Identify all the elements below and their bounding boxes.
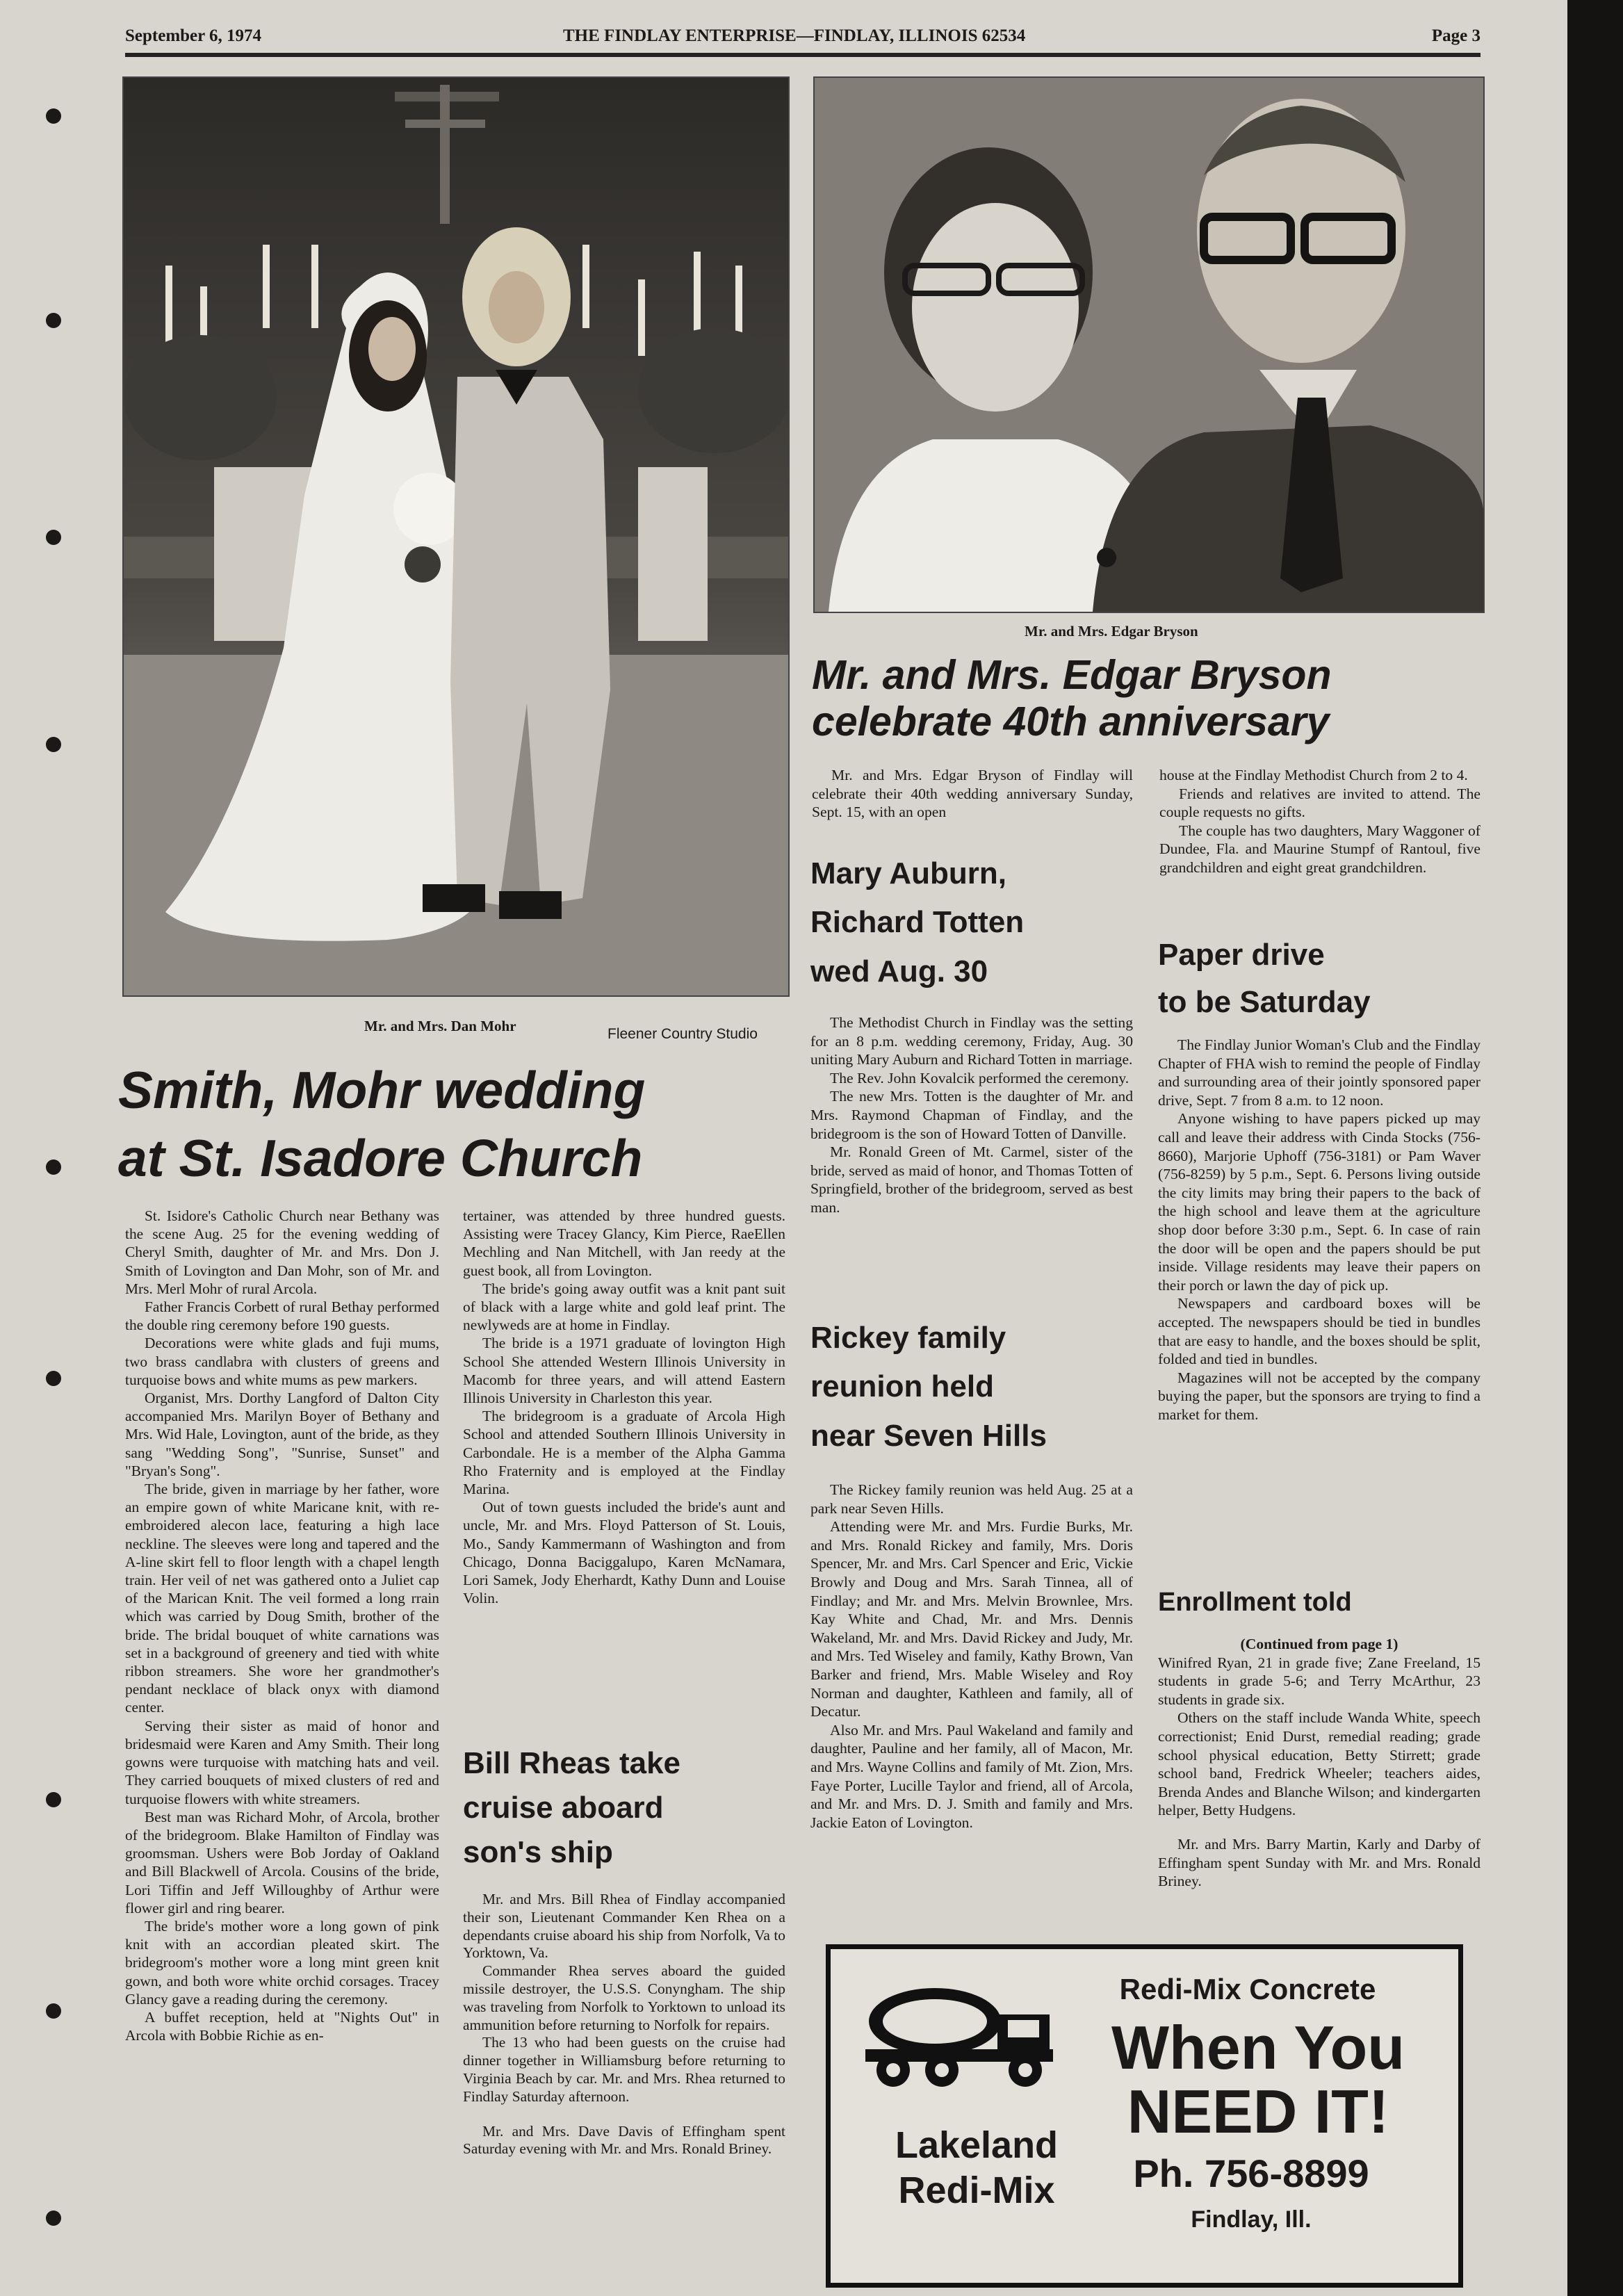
ad-title: Redi-Mix Concrete (1119, 1973, 1376, 2005)
smith-mohr-column-1 (125, 1207, 439, 2044)
paper-drive-paragraph: Magazines will not be accepted by the company buying the paper, but the sponsors are trying to find a market for them. (1158, 1369, 1481, 1423)
binder-hole (46, 2210, 61, 2226)
ad-company-line2: Redi-Mix (898, 2169, 1055, 2211)
auburn-paragraph: The Rev. John Kovalcik performed the ceremony. (830, 1069, 1129, 1086)
bryson-paragraph: house at the Findlay Methodist Church from 2 to 4. (1159, 767, 1468, 783)
bryson-paragraph: Friends and relatives are invited to attend. The couple requests no gifts. (1159, 785, 1481, 821)
redi-mix-advertisement (826, 1944, 1463, 2288)
ad-company-line1: Lakeland (895, 2124, 1059, 2166)
ad-slogan-line2: NEED IT! (1127, 2077, 1389, 2147)
wedding-photo-image (124, 78, 788, 995)
ad-slogan (1060, 2013, 1456, 2147)
auburn-headline (810, 849, 1024, 996)
masthead-paper-name: THE FINDLAY ENTERPRISE—FINDLAY, ILLINOIS 62534 (563, 26, 1026, 45)
smith-mohr-paragraph: tertainer, was attended by three hundred guests. Assisting were Tracey Glancy, Kim Pierce, RaeEllen Mechling and Nan Mitchell, with Jan reedy at the guest book, all from Lovington. (463, 1207, 785, 1279)
binder-hole (46, 108, 61, 124)
scan-edge (1567, 0, 1623, 2296)
rheas-note: Mr. and Mrs. Dave Davis of Effingham spent Saturday evening with Mr. and Mrs. Ronald Briney. (463, 2122, 785, 2158)
smith-mohr-paragraph: Best man was Richard Mohr, of Arcola, brother of the bridegroom. Blake Hamilton of Findlay was groomsman. Ushers were Bob Jorday of Oakland and Bill Blackwell of Arcola. Cousins of the bride, Lori Tiffin and Jeff Willoughby of Arthur were flower girl and ring bearer. (125, 1808, 439, 1916)
paper-drive-paragraph: Anyone wishing to have papers picked up may call and leave their address with Cinda Stocks (756-8660), Marjorie Uphoff (756-3181) or Pam Waver (756-8259) by 5 p.m., Sept. 6. Persons living outside the city limits may bring their papers to the back of the high school and leave them at the agriculture shop door before 3:30 p.m., Sept. 6. In case of rain the door will be open and the papers should be put inside. Village residents may leave their papers on their porch or lawn the day of pick up. (1158, 1110, 1481, 1294)
smith-mohr-paragraph: A buffet reception, held at "Nights Out" in Arcola with Bobbie Richie as en- (125, 2008, 439, 2044)
auburn-headline-line3: wed Aug. 30 (810, 954, 988, 988)
wedding-photo (122, 76, 790, 997)
bryson-photo (813, 76, 1485, 613)
bryson-photo-image (815, 78, 1483, 612)
rheas-headline-line2: cruise aboard (463, 1790, 664, 1825)
smith-mohr-paragraph: Decorations were white glads and fuji mums, two brass candlabra with clusters of greens and turquoise bows and white mums as pew markers. (125, 1335, 439, 1388)
binder-hole (46, 313, 61, 328)
smith-mohr-headline-line1: Smith, Mohr wedding (118, 1061, 646, 1119)
enrollment-paragraph: Winifred Ryan, 21 in grade five; Zane Freeland, 15 students in grade 5-6; and Terry McArthur, 23 students in grade six. (1158, 1654, 1481, 1708)
bryson-article-left (812, 766, 1133, 822)
smith-mohr-paragraph: Out of town guests included the bride's aunt and uncle, Mr. and Mrs. Floyd Patterson of St. Louis, Mo., Sandy Kammermann of Washington and from Chicago, Donna Baciggalupo, Karen McNamara, Lori Samek, Jody Eherhardt, Kathy Dunn and Louise Volin. (463, 1499, 785, 1607)
masthead-date: September 6, 1974 (125, 26, 262, 45)
masthead (125, 21, 1481, 57)
paper-drive-headline (1158, 931, 1371, 1026)
smith-mohr-paragraph: The bride, given in marriage by her father, wore an empire gown of white Maricane knit, with re-embroidered alecon lace, featuring a high lace neckline. The sleeves were long and tapered and the A-line skirt fell to floor length with a chapel length train. Her veil of net was gathered onto a Juliet cap of the Marican Knit. The veil formed a long rrain which was carried by Doug Smith, brother of the bride. The bridal bouquet of white carnations was set in a background of greenery and tied with white ribbon streamers. She wore her grandmother's pendant necklace of black onyx with diamond center. (125, 1481, 439, 1716)
binder-hole (46, 1159, 61, 1175)
paper-drive-article (1158, 1036, 1481, 1424)
ad-city: Findlay, Ill. (1191, 2206, 1312, 2233)
rheas-headline-line1: Bill Rheas take (463, 1746, 681, 1780)
auburn-article (810, 1013, 1133, 1217)
paper-drive-paragraph: The Findlay Junior Woman's Club and the Findlay Chapter of FHA wish to remind the people of Findlay and surrounding area of their jointly sponsored paper drive, Sept. 7 from 8 a.m. to 12 noon. (1158, 1036, 1481, 1109)
binder-hole (46, 1792, 61, 1807)
rheas-article (463, 1891, 785, 2158)
bryson-headline (812, 652, 1332, 744)
bryson-article-right (1159, 766, 1481, 877)
smith-mohr-paragraph: Serving their sister as maid of honor and bridesmaid were Karen and Amy Smith. Their long gowns were turquoise with matching hats and veil. They carried bouquets of mixed clusters of red and turquoise flowers with white streamers. (125, 1717, 439, 1807)
rickey-headline (810, 1314, 1047, 1460)
enrollment-note: Mr. and Mrs. Barry Martin, Karly and Darby of Effingham spent Sunday with Mr. and Mrs. Ronald Briney. (1158, 1835, 1481, 1890)
masthead-page-number: Page 3 (1431, 26, 1481, 45)
auburn-headline-line1: Mary Auburn, (810, 856, 1006, 890)
binder-hole (46, 737, 61, 752)
auburn-headline-line2: Richard Totten (810, 905, 1025, 940)
ad-phone: Ph. 756-8899 (1133, 2151, 1369, 2195)
smith-mohr-paragraph: Father Francis Corbett of rural Bethay performed the double ring ceremony before 190 guests. (125, 1298, 439, 1334)
rickey-paragraph: The Rickey family reunion was held Aug. 25 at a park near Seven Hills. (810, 1481, 1133, 1517)
binder-hole (46, 1371, 61, 1386)
smith-mohr-headline-line2: at St. Isadore Church (118, 1128, 643, 1187)
rheas-paragraph: The 13 who had been guests on the cruise had dinner together in Williamsburg before returning to Virginia Beach by car. Mr. and Mrs. Rhea returned to Findlay Saturday afternoon. (463, 2034, 785, 2105)
bryson-headline-line2: celebrate 40th anniversary (812, 698, 1330, 744)
enrollment-continued: (Continued from page 1) (1240, 1636, 1398, 1652)
rheas-paragraph: Mr. and Mrs. Bill Rhea of Findlay accompanied their son, Lieutenant Commander Ken Rhea on a dependants cruise aboard his ship from Norfolk, Va to Yorktown, Va. (463, 1891, 785, 1962)
binder-hole (46, 2003, 61, 2019)
cement-truck-icon (858, 1973, 1060, 2094)
smith-mohr-paragraph: Organist, Mrs. Dorthy Langford of Dalton City accompanied Mrs. Marilyn Boyer of Bethany and Mrs. Wid Hale, Lovington, aunt of the bride, as they sang "Wedding Song", "Sunrise, Sunset" and "Bryan's Song". (125, 1390, 439, 1479)
rickey-headline-line3: near Seven Hills (810, 1418, 1047, 1453)
paper-drive-headline-line1: Paper drive (1158, 938, 1325, 972)
ad-company (865, 2123, 1088, 2213)
paper-drive-headline-line2: to be Saturday (1158, 985, 1371, 1020)
smith-mohr-paragraph: The bride is a 1971 graduate of lovington High School She attended Western Illinois University in Macomb for three years, and will attend Eastern Illinois University in Charleston this year. (463, 1335, 785, 1407)
smith-mohr-paragraph: The bride's mother wore a long gown of pink knit with an accordian pleated skirt. The bridegroom's mother wore a long mint green knit gown, and both wore white orchid corsages. Tracey Glancy gave a reading during the ceremony. (125, 1917, 439, 2008)
auburn-paragraph: Mr. Ronald Green of Mt. Carmel, sister of the bride, served as maid of honor, and Thomas Totten of Springfield, brother of the bridegroom, served as best man. (810, 1143, 1133, 1216)
rickey-headline-line2: reunion held (810, 1369, 994, 1404)
paper-drive-paragraph: Newspapers and cardboard boxes will be accepted. The newspapers should be tied in bundles that are easy to handle, and the boxes should be split, folded and tied in bundles. (1158, 1295, 1481, 1368)
rickey-paragraph: Attending were Mr. and Mrs. Furdie Burks, Mr. and Mrs. Ronald Rickey and family, Mrs. Doris Spencer, Mr. and Mrs. Carl Spencer and Eric, Vickie Browly and Doug and Mrs. Sarah Tinnea, all of Findlay; and Mr. and Mrs. Melvin Brownlee, Mrs. Kay White and Chad, Mr. and Mrs. Dennis Wakeland, Mr. and Mrs. David Rickey and Judy, Mr. and Mrs. Ted Wiseley and family, Kathy Brown, Van Barker and friend, Mrs. Mable Wiseley and Roy Norman and daughter, Kathleen and family, all of Decatur. (810, 1518, 1133, 1720)
rheas-headline (463, 1741, 680, 1874)
ad-slogan-line1: When You (1111, 2013, 1405, 2082)
auburn-paragraph: The Methodist Church in Findlay was the setting for an 8 p.m. wedding ceremony, Friday, Aug. 30 uniting Mary Auburn and Richard Totten in marriage. (810, 1014, 1133, 1068)
smith-mohr-paragraph: St. Isidore's Catholic Church near Bethany was the scene Aug. 25 for the evening wedding of Cheryl Smith, daughter of Mr. and Mrs. Don J. Smith of Lovington and Dan Mohr, son of Mr. and Mrs. Merl Mohr of rural Arcola. (125, 1207, 439, 1297)
smith-mohr-paragraph: The bride's going away outfit was a knit pant suit of black with a large white and gold leaf print. The newlyweds are at home in Findlay. (463, 1280, 785, 1334)
wedding-caption: Mr. and Mrs. Dan Mohr (364, 1018, 516, 1034)
wedding-credit: Fleener Country Studio (607, 1026, 758, 1042)
rickey-article (810, 1481, 1133, 1832)
auburn-paragraph: The new Mrs. Totten is the daughter of Mr. and Mrs. Raymond Chapman of Findlay, and the bridegroom is the son of Howard Totten of Danville. (810, 1088, 1133, 1142)
enrollment-headline: Enrollment told (1158, 1588, 1352, 1617)
smith-mohr-paragraph: The bridegroom is a graduate of Arcola High School and attended Southern Illinois University in Carbondale. He is a member of the Alpha Gamma Rho Fraternity and is employed at the Findlay Marina. (463, 1408, 785, 1498)
enrollment-article (1158, 1635, 1481, 1891)
rickey-headline-line1: Rickey family (810, 1321, 1006, 1355)
rheas-paragraph: Commander Rhea serves aboard the guided missile destroyer, the U.S.S. Conyngham. The ship was traveling from Norfolk to Yorktown to unload its ammunition before returning to Norfolk for repairs. (463, 1962, 785, 2033)
rickey-paragraph: Also Mr. and Mrs. Paul Wakeland and family and daughter, Pauline and her family, all of Macon, Mr. and Mrs. Wayne Collins and family of Mt. Zion, Mrs. Faye Porter, Lucille Taylor and friend, all of Arcola, and Mr. and Mrs. D. J. Smith and family and Mrs. Jackie Eaton of Lovington. (810, 1721, 1133, 1831)
bryson-paragraph: Mr. and Mrs. Edgar Bryson of Findlay will celebrate their 40th wedding anniversary Sunday, Sept. 15, with an open (812, 767, 1133, 821)
binder-hole (46, 530, 61, 545)
smith-mohr-column-2 (463, 1207, 785, 1607)
bryson-caption: Mr. and Mrs. Edgar Bryson (1025, 623, 1198, 640)
smith-mohr-headline (118, 1057, 645, 1192)
enrollment-paragraph: Others on the staff include Wanda White, speech correctionist; Enid Durst, remedial reading; grade school physical education, Betty Stirrett; grade school band, Fredrick Wheeler; teachers aides, Brenda Andes and Blanche Wilson; and kindergarten helper, Betty Hudgens. (1158, 1709, 1481, 1819)
rheas-headline-line3: son's ship (463, 1834, 613, 1869)
bryson-paragraph: The couple has two daughters, Mary Waggoner of Dundee, Fla. and Maurine Stumpf of Rantoul, five grandchildren and eight great grandchildren. (1159, 822, 1481, 876)
bryson-headline-line1: Mr. and Mrs. Edgar Bryson (812, 652, 1332, 698)
